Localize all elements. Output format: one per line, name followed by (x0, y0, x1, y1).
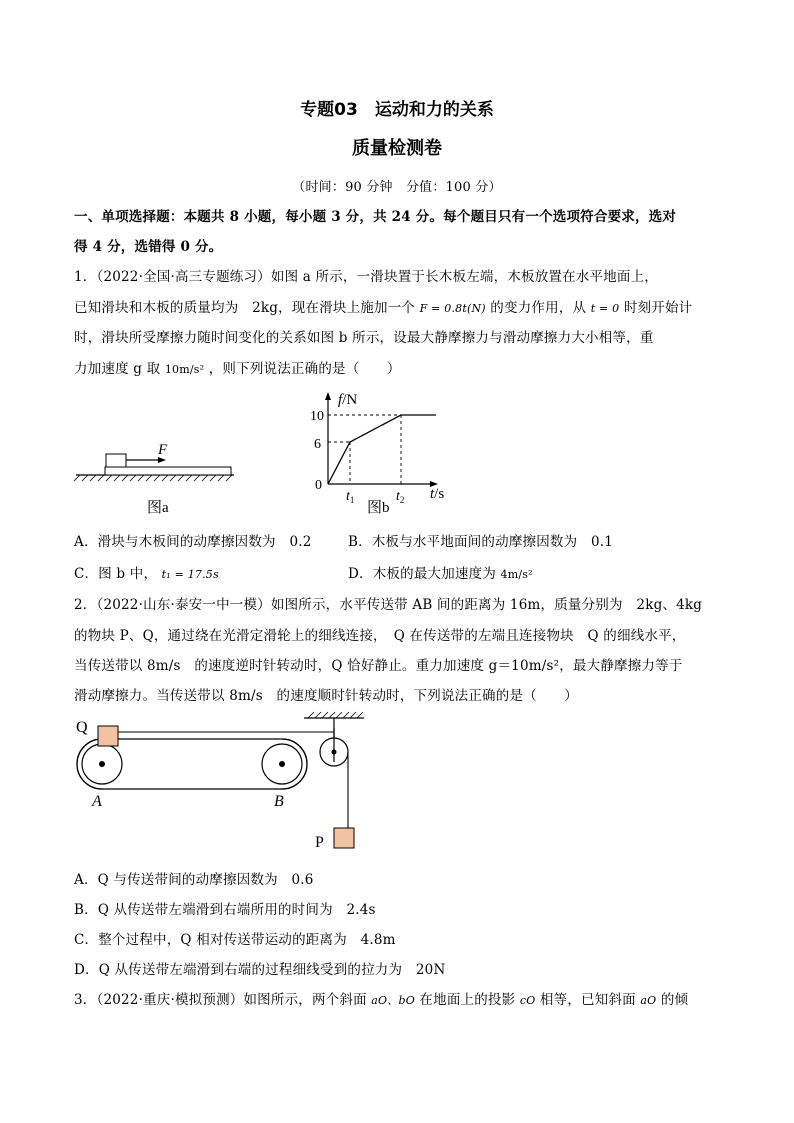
figure-b-graph (300, 388, 460, 516)
q1-line2-text-b: 的变力作用，从 (490, 300, 587, 316)
slider-block (106, 454, 126, 467)
section-heading-line2: 得 4 分，选错得 0 分。 (74, 239, 223, 255)
q1-option-a[interactable]: A．滑块与木板间的动摩擦因数为 0.2 (74, 534, 312, 550)
x-tick-t1: $t_1$ (346, 489, 355, 505)
q2-option-d[interactable]: D．Q 从传送带左端滑到右端的过程细线受到的拉力为 20N (74, 962, 446, 978)
figure-b-caption: 图b (367, 500, 390, 516)
origin-label: 0 (315, 478, 322, 493)
y-tick-10: 10 (310, 409, 324, 424)
block-p (334, 828, 354, 848)
ceiling-hatching (308, 712, 363, 718)
q2-option-c[interactable]: C．整个过程中，Q 相对传送带运动的距离为 4.8m (74, 932, 396, 948)
label-b: B (274, 793, 284, 810)
q1-option-c-formula: t₁ = 17.5s (161, 568, 219, 581)
figure-a-caption: 图a (147, 500, 169, 516)
q1-formula-force: F = 0.8t(N) (419, 302, 486, 315)
q3-formula-ao-bo: aO、bO (371, 994, 415, 1007)
block-q (98, 726, 118, 746)
q1-line1: 1．（2022·全国·高三专题练习）如图 a 所示，一滑块置于长木板左端，木板放置在水平地面上， (74, 269, 659, 285)
q1-line4 (74, 357, 401, 377)
q3-line1-text-b: 在地面上的投影 (419, 992, 516, 1008)
y-tick-6: 6 (314, 437, 321, 452)
q2-line2: 的物块 P、Q，通过绕在光滑定滑轮上的细线连接， Q 在传送带的左端且连接物块 Q 的细线水平， (74, 628, 686, 644)
q3-formula-co: cO (519, 994, 536, 1007)
y-axis-label: f/N (338, 392, 358, 408)
q1-formula-g: 10m/s² (164, 363, 205, 376)
q1-line4-text-b: ，则下列说法正确的是（ ） (208, 361, 401, 377)
label-p: P (315, 834, 324, 851)
y-axis-arrowhead (325, 392, 331, 400)
q1-option-c[interactable] (74, 562, 219, 582)
q2-line4: 滑动摩擦力。当传送带以 8m/s 的速度顺时针转动时，下列说法正确的是（ ） (74, 688, 578, 704)
document-title: 专题03 运动和力的关系 (300, 100, 494, 120)
q1-option-d-formula: 4m/s² (500, 568, 533, 581)
q1-formula-t0: t = 0 (590, 302, 620, 315)
q3-line1-text-a: 3．（2022·重庆·模拟预测）如图所示，两个斜面 (74, 992, 367, 1008)
section-heading-line1: 一、单项选择题：本题共 8 小题，每小题 3 分，共 24 分。每个题目只有一个选项符合要求，选对 (74, 209, 677, 225)
q2-line1: 2．（2022·山东·泰安一中一模）如图所示，水平传送带 AB 间的距离为 16m，质量分别为 2kg、4kg (74, 597, 703, 613)
q1-option-d-text: D．木板的最大加速度为 (348, 566, 497, 582)
ground-hatching (74, 475, 232, 481)
q1-line2-text-a: 已知滑块和木板的质量均为 2kg，现在滑块上施加一个 (74, 300, 416, 316)
label-q: Q (76, 719, 88, 736)
figure-a (72, 430, 242, 520)
x-tick-t2: $t_2$ (396, 489, 405, 505)
q1-line4-text-a: 力加速度 g 取 (74, 361, 161, 377)
q3-line1-text-d: 的倾 (660, 992, 689, 1008)
q3-line1-text-c: 相等，已知斜面 (539, 992, 636, 1008)
q1-line2 (74, 296, 692, 316)
document-subtitle: 质量检测卷 (352, 138, 442, 159)
q1-option-c-text: C．图 b 中， (74, 566, 158, 582)
q3-formula-ao: aO (640, 994, 657, 1007)
q1-option-b[interactable]: B．木板与水平地面间的动摩擦因数为 0.1 (348, 534, 614, 550)
wheel-b-axle (279, 761, 285, 767)
q1-line2-text-c: 时刻开始计 (623, 300, 693, 316)
figure-conveyor (72, 708, 372, 858)
force-label: F (158, 442, 168, 458)
wooden-board (105, 467, 231, 475)
label-a: A (92, 793, 102, 810)
x-axis-label: t/s (430, 486, 445, 502)
q2-option-a[interactable]: A．Q 与传送带间的动摩擦因数为 0.6 (74, 872, 314, 888)
friction-curve (328, 415, 436, 484)
wheel-a-axle (99, 761, 105, 767)
q1-option-d[interactable] (348, 562, 533, 582)
q1-line3: 时，滑块所受摩擦力随时间变化的关系如图 b 所示，设最大静摩擦力与滑动摩擦力大小相等，重 (74, 330, 654, 346)
q3-line1 (74, 988, 688, 1008)
q2-line3: 当传送带以 8m/s 的速度逆时针转动时，Q 恰好静止。重力加速度 g＝10m/s²，最大静摩擦力等于 (74, 658, 683, 674)
q2-option-b[interactable]: B．Q 从传送带左端滑到右端所用的时间为 2.4s (74, 902, 376, 918)
exam-meta: （时间：90 分钟 分值：100 分） (292, 180, 502, 195)
